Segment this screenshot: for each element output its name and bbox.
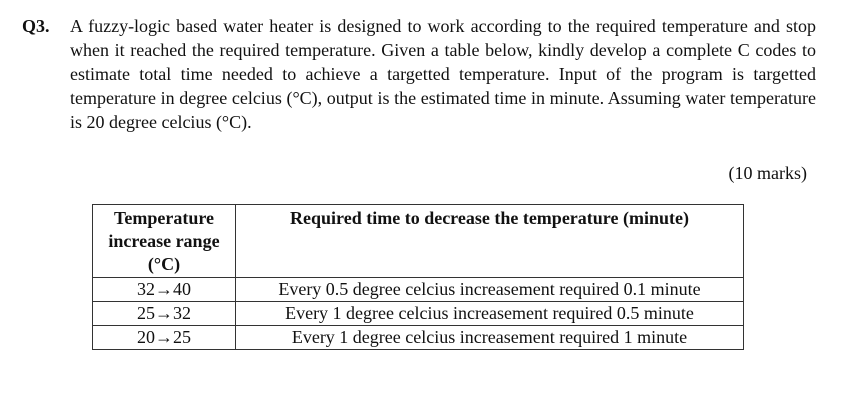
table-row: [93, 326, 744, 350]
range-cell: 25→32: [93, 302, 236, 326]
table-header-row: [93, 205, 744, 278]
column-header-required-time: Required time to decrease the temperature (minute): [236, 205, 744, 278]
question-number: Q3.: [22, 16, 50, 36]
range-cell: 32→40: [93, 278, 236, 302]
column-header-temperature-range: Temperature increase range (°C): [93, 205, 236, 278]
time-rule-cell: Every 1 degree celcius increasement required 0.5 minute: [236, 302, 744, 326]
time-rule-cell: Every 0.5 degree celcius increasement required 0.1 minute: [236, 278, 744, 302]
question-block: [22, 14, 816, 134]
range-cell: 20→25: [93, 326, 236, 350]
question-text: A fuzzy-logic based water heater is designed to work according to the required temperature and stop when it reached the required temperature. Given a table below, kindly develop a complete C codes to estimate total time needed to achieve a targetted temperature. Input of the program is targetted temperature in degree celcius (°C), output is the estimated time in minute. Assuming water temperature is 20 degree celcius (°C).: [70, 16, 816, 132]
marks-label: (10 marks): [728, 163, 807, 183]
time-rule-cell: Every 1 degree celcius increasement required 1 minute: [236, 326, 744, 350]
table-row: [93, 302, 744, 326]
table-row: [93, 278, 744, 302]
temperature-time-table: [92, 204, 744, 350]
